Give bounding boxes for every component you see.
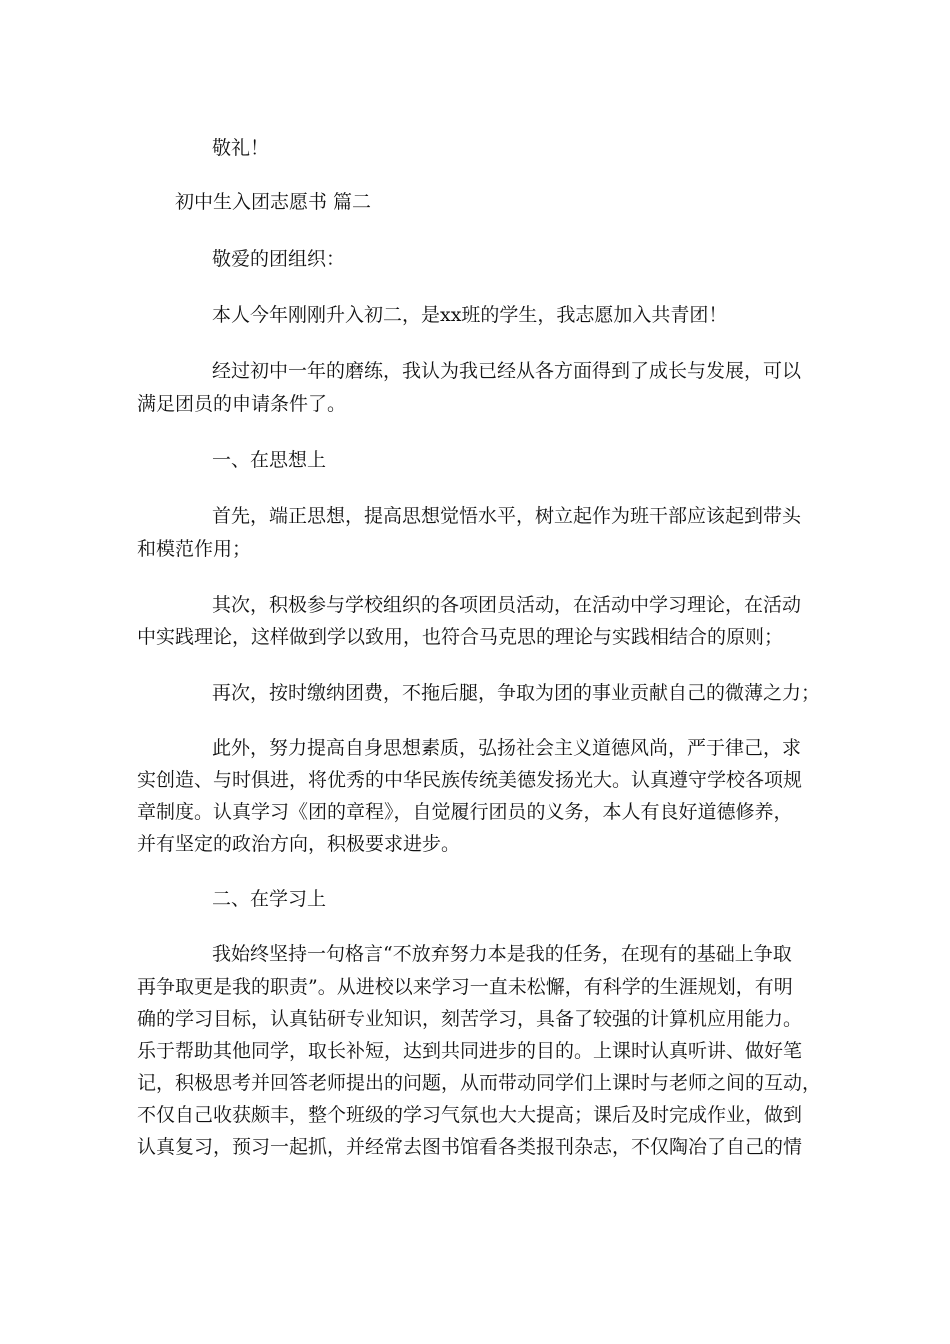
heading-study: 二、在学习上 bbox=[212, 888, 327, 910]
paragraph-line: 不仅自己收获颇丰，整个班级的学习气氛也大大提高；课后及时完成作业，做到 bbox=[137, 1104, 803, 1126]
salutation-closing: 敬礼！ bbox=[212, 137, 270, 159]
paragraph-line: 本人今年刚刚升入初二，是xx班的学生，我志愿加入共青团！ bbox=[212, 304, 728, 326]
paragraph-line: 经过初中一年的磨练，我认为我已经从各方面得到了成长与发展，可以 bbox=[212, 360, 802, 382]
paragraph-line: 确的学习目标，认真钻研专业知识，刻苦学习，具备了较强的计算机应用能力。 bbox=[137, 1008, 803, 1030]
paragraph-line: 再争取更是我的职责”。从进校以来学习一直未松懈，有科学的生涯规划，有明 bbox=[137, 976, 793, 998]
paragraph-line: 满足团员的申请条件了。 bbox=[137, 393, 347, 415]
paragraph-line: 和模范作用； bbox=[137, 538, 252, 560]
section-title: 初中生入团志愿书 篇二 bbox=[175, 191, 372, 213]
paragraph-line: 其次，积极参与学校组织的各项团员活动，在活动中学习理论，在活动 bbox=[212, 594, 802, 616]
paragraph-line: 我始终坚持一句格言“不放弃努力本是我的任务，在现有的基础上争取 bbox=[212, 943, 792, 965]
paragraph-line: 记，积极思考并回答老师提出的问题，从而带动同学们上课时与老师之间的互动， bbox=[137, 1072, 822, 1094]
paragraph-line: 此外，努力提高自身思想素质，弘扬社会主义道德风尚，严于律己，求 bbox=[212, 737, 802, 759]
heading-thought: 一、在思想上 bbox=[212, 449, 327, 471]
paragraph-line: 并有坚定的政治方向，积极要求进步。 bbox=[137, 833, 461, 855]
paragraph-line: 乐于帮助其他同学，取长补短，达到共同进步的目的。上课时认真听讲、做好笔 bbox=[137, 1040, 803, 1062]
paragraph-line: 章制度。认真学习《团的章程》，自觉履行团员的义务，本人有良好道德修养， bbox=[137, 801, 793, 823]
paragraph-line: 中实践理论，这样做到学以致用，也符合马克思的理论与实践相结合的原则； bbox=[137, 626, 784, 648]
greeting: 敬爱的团组织： bbox=[212, 248, 346, 270]
paragraph-line: 首先，端正思想，提高思想觉悟水平，树立起作为班干部应该起到带头 bbox=[212, 505, 802, 527]
paragraph-line: 认真复习，预习一起抓，并经常去图书馆看各类报刊杂志，不仅陶冶了自己的情 bbox=[137, 1136, 803, 1158]
paragraph-line: 再次，按时缴纳团费，不拖后腿，争取为团的事业贡献自己的微薄之力； bbox=[212, 682, 821, 704]
paragraph-line: 实创造、与时俱进，将优秀的中华民族传统美德发扬光大。认真遵守学校各项规 bbox=[137, 769, 803, 791]
